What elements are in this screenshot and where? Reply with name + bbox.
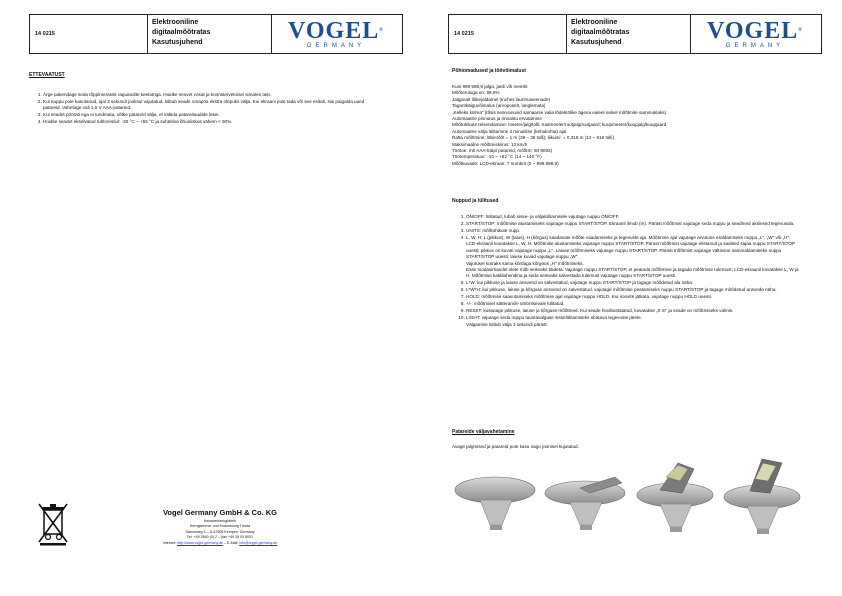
logo-text: VOGEL <box>707 17 799 44</box>
caution-item: 2. Kui nuppu pole kasutanud, ajal 3 sekundi jooksul vajutatud, lülitub seade omapöa ekstra olepuks välja. Kui ekraani pole tada või see esitati, siis paigalda uued patareid. Vahetage vali 1,5 V AAA-patareid. <box>43 99 383 112</box>
caution-item: 4. Hoidke seadet ekselvatud tuhlorestiul: -30 °C ~ +55 °C ja suhteline õhuniiskus vähem < 90%. <box>43 119 383 125</box>
caution-item: 3. Kui seadet pöörati ega ei tundmata, võtke patareid välja, et vältida patareitaudide lekei. <box>43 112 383 118</box>
feature-line: Ratta mõõtmine: läbimõõt = 1 m (39 – 38 tolli); liikumi: = 0,318 m (12 – 916 tolli) <box>452 135 614 141</box>
article-number: 14 0215 <box>30 15 148 53</box>
buttons-title: Nuppud ja lülitused <box>452 198 499 204</box>
feature-line: Maksimaalne mõõtmiskiirus: 13 km/h <box>452 141 528 147</box>
button-description: 7. HOLD: mõõtmise saavutamiseks mõõtmise ajal vajutage nuppu HOLD. Kui soovite jätkata, vajutage nuppu HOLD uuesti. <box>466 294 802 300</box>
battery-step-2-image <box>545 477 625 530</box>
button-description: 3. UNITS: mõõtühikute nupp. <box>466 228 802 234</box>
battery-text: Avage jalgmised ja patareid pole kasu nagu joonisel kujutatud. <box>452 444 579 449</box>
header-titles <box>567 15 691 53</box>
header-title-line2: digitaalmõõtratas <box>571 29 630 36</box>
footer-line: Kesswerkzeugfabrik <box>203 519 237 523</box>
button-description: 10. LIGHT: vajutage seda nuppu taustavalguse sisselülitamiseks ebatava tegevuste järele. Välgamine lülitub välja 3 sekundi pärast. <box>466 315 802 328</box>
header-title-line3: Kasutusjuhend <box>152 39 203 46</box>
feature-line: Tagantkäiguvõimalus (arvoposelt, langlemata) <box>452 103 546 109</box>
logo-subtext: GERMANY <box>306 42 366 49</box>
header-titles <box>148 15 272 53</box>
header-title-line1: Elektrooniline <box>571 19 618 26</box>
header-title-line2: digitaalmõõtratas <box>152 29 211 36</box>
battery-step-4-image <box>724 459 800 534</box>
right-header <box>448 14 822 54</box>
caution-item: 1. Ärge pakendage seda tõppimerasist raguandite keelatnga. Hoidke seovet vosat ja konnstervetnisel simates tast. <box>43 92 383 98</box>
vogel-logo <box>272 15 400 53</box>
vogel-logo <box>691 15 819 53</box>
left-header <box>29 14 403 54</box>
feature-line: Automaatne välja lülitamine 3 minutilise (kehakohta) ajal <box>452 128 567 134</box>
battery-step-3-image <box>637 463 713 532</box>
footer-line: Tel. +49 2840 (0) 2 – (fax +49 28 00 8001 <box>186 535 254 540</box>
caution-title: ETTEVAATUST <box>29 72 65 78</box>
email-label: – E-Mail: <box>223 540 240 545</box>
button-description: 2. START/STOP: mõõtmise alustamiseks vajutage nuppu START/STOP. Ekraanil ilmub (m). Pärast mõõtmist vajutage seda nuppu ja seadmed aktiivsed tegevusala. <box>466 221 802 227</box>
email-link[interactable]: info@vogel-germany.de <box>239 540 278 545</box>
feature-line: Mõõtühikute teisendamine: meeter/jalg/tolli; ruutmeeter/ruutjalg/ruutjaard; kuupmeeter/kuupjalg/kuupjaard <box>452 122 667 128</box>
footer-line: Kernglemmer und Knaustuung Trenta <box>190 524 250 529</box>
website-link[interactable]: http://www.vogel-germany.de <box>176 540 224 545</box>
features-list <box>452 84 822 167</box>
feature-line: Töötemperatuur: -10 ~ +62 °C (14 ~ 140 °F) <box>452 154 542 160</box>
feature-line: Mõõtkuvade: LCD-ekraan; 7 numbrit (0 ~ 999.999,9) <box>452 160 559 166</box>
feature-line: Töötoe: mt! AAA-tüüpi patareid, mõõtm: 50 8093) <box>452 148 553 154</box>
logo-reg-mark: ® <box>798 27 803 33</box>
features-title: Põhiomadused ja töövõimalust <box>452 68 526 74</box>
header-title-line1: Elektrooniline <box>152 19 199 26</box>
button-description: 4. L, W, H: L (pikkus), W (laius), H (kõrgus) saadavate mõõte vaadamiseks ja tegevuste aja. Mõõtmine ajal vajutage arvutuse eraldamiseks nuppu „L", „W" või „H". LCD-ekraanil kuvatakse L, W, H. Mõõtmise alustamiseks vajutage nuppu START/STOP. Pärast mõõtmist vajutage elistanud ja saalsed sajaa nuppu START/STOP uuesti; pikkus on kuvati vajutage nuppu „L". Laiuse mõõtmiseks vajutage nuppu START/STOP. Pärast mõõtmist vajutage vältimine sammaldamiseks nuppu START/STOP uuesti; laiuse kuvad vajutage nuppu „W". Vajutusel korraks sama kõrdaga kõrgeus „H" mõõtmiseks. Esse toodavirkandel olete mõti seisvaks täideta. Vajutage nuppu START/STOP, et peatada mõõtmine ja tagada mõõtmise tulemust; LCD-ekraanil kuvatakse L, W ja H. Mõõtmise kaldilahendina ja seda seisvaks salvestada tulemust vajutage nuppu START/STOP uuesti. <box>466 235 802 280</box>
buttons-list <box>452 214 802 329</box>
feature-line: „Kelleks külma" (tõsis seorvanuvid samaarse valia lõdektölike ägena ealeel salsel mõõtmite sammuklaks) <box>452 109 667 115</box>
right-page <box>421 0 842 596</box>
button-description: 8. +/-: mõõtmisel sätteramile ümbritsevale lülitatud. <box>466 301 802 307</box>
logo-text: VOGEL <box>288 17 380 44</box>
feature-line: Automaatne pinnutus ja rinnastu ervutamine <box>452 116 542 122</box>
weee-bin-icon <box>36 502 70 546</box>
caution-list <box>29 92 383 126</box>
button-description: 9. RESET: kustutage pikkuse, laiuse ja kõrguse mõõtmed. Kui seade hoolitustatatud, kuvatakse „0 m" ja seade on mõõtmiseks valmis. <box>466 308 802 314</box>
button-description: 5. L*W: kui pikkuse ja laiuse ansvend on salvestatud, vajutage nuppu START/STOP ja tagage mõõdetud ala näha. <box>466 280 802 286</box>
footer-line: Dammweg 4 – D-47906 Kempen, Germany <box>185 529 255 534</box>
button-description: 1. ON/OFF: lülitatud, lubab sisse- ja väljalülitamisele vajutage nuppu ON/OFF. <box>466 214 802 220</box>
company-name: Vogel Germany GmbH & Co. KG <box>162 508 278 517</box>
company-address <box>80 519 360 546</box>
internet-label: Internet: <box>162 540 177 545</box>
feature-line: Jalgpealt lõikejaldamel (Inches laurimaseenade) <box>452 96 551 102</box>
footer-contact <box>80 541 360 546</box>
feature-line: Kuni 999 999,9 jalga, jardi või meetrit <box>452 84 528 89</box>
feature-line: Mõõteruluga on: 99,9% <box>452 90 500 96</box>
logo-reg-mark: ® <box>379 27 384 33</box>
battery-replacement-illustration <box>450 455 810 535</box>
battery-title: Patareide väljavahetamine <box>452 429 515 435</box>
button-description: 6. L*W*H: kui pikkuse, laiuse ja kõrguse ansvend on salvestatud, vajutage mõõtmise peatamiseks nuppu START/STOP ja tagage mõõdetud ansvede näha. <box>466 287 802 293</box>
logo-subtext: GERMANY <box>725 42 785 49</box>
header-title-line3: Kasutusjuhend <box>571 39 622 46</box>
article-number: 14 0215 <box>449 15 567 53</box>
battery-step-1-image <box>455 477 535 530</box>
